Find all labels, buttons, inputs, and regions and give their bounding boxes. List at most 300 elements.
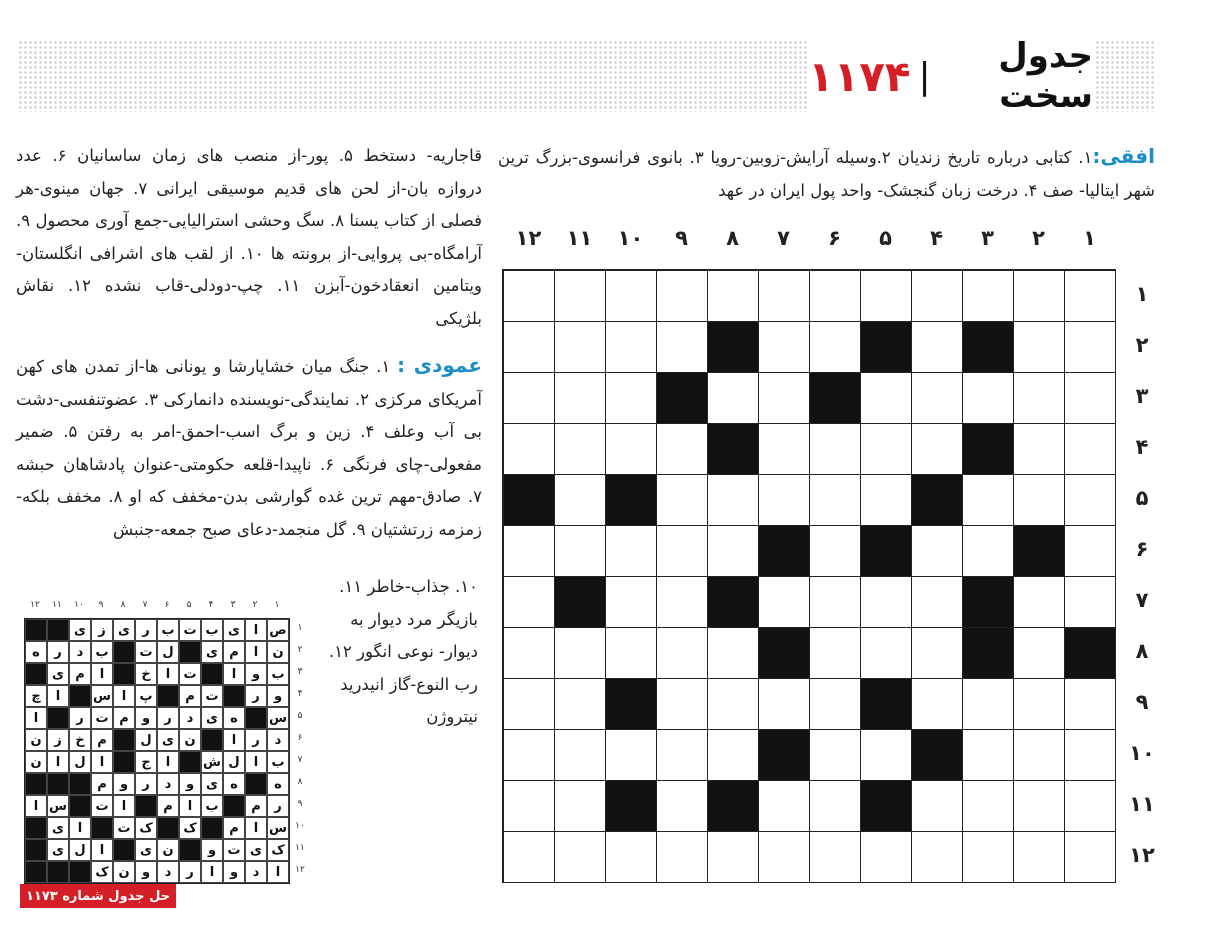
grid-cell[interactable] xyxy=(554,474,606,526)
grid-cell[interactable] xyxy=(860,576,912,628)
across-clues-text: ۱. کتابی درباره تاریخ زندیان ۲.وسیله آرایش-زوبین-رویا ۳. بانوی فرانسوی-بزرگ ترین شهر ایتالیا- صف ۴. درخت زبان گنجشک- واحد پول ایران در عهد xyxy=(498,148,1155,200)
row-number: ۱۰ xyxy=(1129,741,1155,765)
black-cell xyxy=(962,576,1014,628)
solution-cell: ه xyxy=(223,707,245,729)
solution-cell: ل xyxy=(157,641,179,663)
solution-cell: ا xyxy=(179,795,201,817)
header-dot-pattern-right xyxy=(1095,40,1155,112)
grid-cell[interactable] xyxy=(503,576,555,628)
grid-cell[interactable] xyxy=(860,627,912,679)
grid-cell[interactable] xyxy=(1064,678,1116,730)
grid-cell[interactable] xyxy=(656,678,708,730)
down-heading: عمودی : xyxy=(397,353,482,377)
solution-cell: س xyxy=(267,707,289,729)
solution-cell: م xyxy=(245,795,267,817)
black-cell xyxy=(962,321,1014,373)
grid-cell[interactable] xyxy=(809,780,861,832)
grid-cell[interactable] xyxy=(503,423,555,475)
grid-cell[interactable] xyxy=(962,270,1014,322)
solution-column-numbers xyxy=(24,600,288,614)
grid-cell[interactable] xyxy=(911,423,963,475)
grid-cell[interactable] xyxy=(809,831,861,883)
solution-row-number: ۹ xyxy=(297,799,303,809)
grid-cell[interactable] xyxy=(911,525,963,577)
solution-cell: ک xyxy=(179,817,201,839)
crossword-grid xyxy=(502,269,1116,883)
header-dot-pattern xyxy=(18,40,808,112)
black-cell xyxy=(605,474,657,526)
solution-cell: ا xyxy=(245,751,267,773)
grid-cell[interactable] xyxy=(809,270,861,322)
grid-cell[interactable] xyxy=(758,270,810,322)
solution-black-cell xyxy=(113,729,135,751)
solution-cell: ا xyxy=(245,641,267,663)
solution-cell: ب xyxy=(267,663,289,685)
solution-cell: ل xyxy=(69,751,91,773)
grid-cell[interactable] xyxy=(656,729,708,781)
black-cell xyxy=(860,780,912,832)
grid-cell[interactable] xyxy=(707,525,759,577)
grid-cell[interactable] xyxy=(809,627,861,679)
black-cell xyxy=(605,678,657,730)
grid-cell[interactable] xyxy=(554,729,606,781)
across-clues-continued: قاجاریه- دستخط ۵. پور-از منصب های زمان ساسانیان ۶. عدد دروازه بان-از لحن های قدیم موسیقی ایرانی ۷. جهان مینوی-هر فصلی از کتاب یسنا ۸. سگ وحشی استرالیایی-جمع آوری محصول ۹. آرامگاه-بی پروایی-از برونته ها ۱۰. از لقب های اشرافی انگلستان-ویتامین انعقادخون-آبزن ۱۱. چپ-دودلی-قاب نشده ۱۲. نقاش بلژیکی xyxy=(16,146,483,328)
solution-cell: خ xyxy=(69,729,91,751)
grid-cell[interactable] xyxy=(962,525,1014,577)
grid-cell[interactable] xyxy=(758,474,810,526)
solution-cell: ی xyxy=(201,641,223,663)
grid-cell[interactable] xyxy=(707,372,759,424)
grid-cell[interactable] xyxy=(1064,321,1116,373)
solution-row-number: ۱۰ xyxy=(295,821,305,831)
solution-cell: ا xyxy=(25,795,47,817)
solution-black-cell xyxy=(157,817,179,839)
solution-black-cell xyxy=(25,839,47,861)
solution-cell: و xyxy=(113,773,135,795)
solution-cell: ا xyxy=(47,751,69,773)
grid-cell[interactable] xyxy=(503,627,555,679)
solution-black-cell xyxy=(135,795,157,817)
grid-cell[interactable] xyxy=(605,270,657,322)
solution-row-number: ۱۱ xyxy=(295,843,305,853)
down-clues-text: ۱. جنگ میان خشایارشا و یونانی ها-از تمدن های کهن آمریکای مرکزی ۲. نمایندگی-نویسنده دانمارکی ۳. عضوتنفسی-دشت بی آب وعلف ۴. زین و برگ اسب-احمق-امر به رفتن ۵. ضمیر مفعولی-چای فرنگی ۶. ناپیدا-قلعه حکومتی-عنوان پادشاهان حبشه ۷. صادق-مهم ترین غده گوارشی بدن-مخفف که او ۸. مخفف بلکه-زمزمه زرتشتیان ۹. گل منجمد-دعای صبح جمعه-جنبش xyxy=(16,357,483,539)
grid-cell[interactable] xyxy=(911,831,963,883)
solution-column-number: ۱۱ xyxy=(52,600,62,610)
solution-black-cell xyxy=(113,663,135,685)
grid-cell[interactable] xyxy=(809,576,861,628)
black-cell xyxy=(911,729,963,781)
grid-cell[interactable] xyxy=(554,270,606,322)
solution-black-cell xyxy=(157,685,179,707)
down-clues-continued: ۱۰. جذاب-خاطر ۱۱. بازیگر مرد دیوار به دیوار- نوعی انگور ۱۲. رب النوع-گاز انیدرید نیتروژن xyxy=(328,577,478,726)
black-cell xyxy=(656,372,708,424)
grid-cell[interactable] xyxy=(656,474,708,526)
solution-column-number: ۷ xyxy=(142,600,148,610)
black-cell xyxy=(707,576,759,628)
solution-cell: ت xyxy=(113,817,135,839)
grid-cell[interactable] xyxy=(860,729,912,781)
previous-solution xyxy=(20,600,310,890)
grid-cell[interactable] xyxy=(1064,372,1116,424)
puzzle-number: ۱۱۷۴ xyxy=(808,51,911,101)
solution-cell: د xyxy=(245,861,267,883)
solution-cell: ی xyxy=(47,839,69,861)
grid-cell[interactable] xyxy=(860,423,912,475)
grid-cell[interactable] xyxy=(656,780,708,832)
grid-cell[interactable] xyxy=(707,729,759,781)
solution-black-cell xyxy=(69,861,91,883)
grid-cell[interactable] xyxy=(911,678,963,730)
solution-cell: ا xyxy=(201,861,223,883)
solution-black-cell xyxy=(25,663,47,685)
solution-black-cell xyxy=(25,773,47,795)
solution-cell: د xyxy=(69,641,91,663)
solution-cell: ل xyxy=(135,729,157,751)
solution-cell: و xyxy=(135,861,157,883)
grid-cell[interactable] xyxy=(1064,780,1116,832)
solution-black-cell xyxy=(47,619,69,641)
black-cell xyxy=(758,525,810,577)
grid-cell[interactable] xyxy=(1013,780,1065,832)
grid-cell[interactable] xyxy=(911,627,963,679)
grid-cell[interactable] xyxy=(503,270,555,322)
grid-cell[interactable] xyxy=(1013,372,1065,424)
solution-black-cell xyxy=(25,861,47,883)
solution-cell: ت xyxy=(179,619,201,641)
solution-column-number: ۱۲ xyxy=(30,600,40,610)
grid-cell[interactable] xyxy=(554,780,606,832)
solution-row-number: ۷ xyxy=(297,755,303,765)
grid-cell[interactable] xyxy=(605,525,657,577)
grid-cell[interactable] xyxy=(809,729,861,781)
solution-row-number: ۵ xyxy=(297,711,303,721)
solution-row-number: ۴ xyxy=(297,689,303,699)
across-clues xyxy=(498,140,1155,207)
solution-black-cell xyxy=(47,861,69,883)
solution-cell: ا xyxy=(157,663,179,685)
grid-cell[interactable] xyxy=(1013,678,1065,730)
solution-column-number: ۶ xyxy=(164,600,170,610)
grid-cell[interactable] xyxy=(911,576,963,628)
solution-black-cell xyxy=(25,619,47,641)
grid-cell[interactable] xyxy=(605,321,657,373)
grid-cell[interactable] xyxy=(1013,474,1065,526)
column-number: ۴ xyxy=(930,226,943,250)
solution-black-cell xyxy=(179,751,201,773)
grid-cell[interactable] xyxy=(503,831,555,883)
solution-cell: ا xyxy=(245,817,267,839)
solution-black-cell xyxy=(69,773,91,795)
solution-cell: ی xyxy=(135,839,157,861)
solution-cell: ت xyxy=(91,795,113,817)
solution-cell: س xyxy=(91,685,113,707)
grid-cell[interactable] xyxy=(911,372,963,424)
black-cell xyxy=(962,423,1014,475)
solution-cell: چ xyxy=(25,685,47,707)
solution-cell: ش xyxy=(201,751,223,773)
grid-cell[interactable] xyxy=(1064,270,1116,322)
grid-cell[interactable] xyxy=(605,729,657,781)
grid-cell[interactable] xyxy=(656,525,708,577)
grid-cell[interactable] xyxy=(758,576,810,628)
solution-black-cell xyxy=(201,817,223,839)
solution-cell: ر xyxy=(245,729,267,751)
row-number: ۳ xyxy=(1135,384,1149,408)
grid-cell[interactable] xyxy=(962,372,1014,424)
grid-cell[interactable] xyxy=(911,270,963,322)
row-number: ۱۱ xyxy=(1129,792,1155,816)
grid-cell[interactable] xyxy=(656,321,708,373)
grid-cell[interactable] xyxy=(605,576,657,628)
grid-cell[interactable] xyxy=(503,678,555,730)
row-number: ۵ xyxy=(1135,486,1149,510)
column-number: ۵ xyxy=(879,226,892,250)
grid-cell[interactable] xyxy=(554,627,606,679)
grid-cell[interactable] xyxy=(809,525,861,577)
solution-cell: م xyxy=(91,773,113,795)
column-number: ۱۲ xyxy=(515,226,542,250)
grid-cell[interactable] xyxy=(758,423,810,475)
solution-cell: ل xyxy=(223,751,245,773)
grid-cell[interactable] xyxy=(809,423,861,475)
solution-black-cell xyxy=(113,839,135,861)
grid-cell[interactable] xyxy=(1013,729,1065,781)
solution-cell: س xyxy=(47,795,69,817)
row-numbers xyxy=(1122,270,1162,882)
grid-cell[interactable] xyxy=(503,372,555,424)
black-cell xyxy=(809,372,861,424)
grid-cell[interactable] xyxy=(656,627,708,679)
grid-cell[interactable] xyxy=(554,678,606,730)
solution-row-number: ۶ xyxy=(297,733,303,743)
grid-cell[interactable] xyxy=(707,831,759,883)
grid-cell[interactable] xyxy=(1013,831,1065,883)
solution-grid xyxy=(24,618,290,884)
black-cell xyxy=(758,627,810,679)
grid-cell[interactable] xyxy=(707,270,759,322)
solution-column-number: ۸ xyxy=(120,600,126,610)
solution-cell: ر xyxy=(135,619,157,641)
grid-cell[interactable] xyxy=(1013,423,1065,475)
grid-cell[interactable] xyxy=(554,525,606,577)
solution-cell: و xyxy=(267,685,289,707)
solution-cell: ی xyxy=(223,619,245,641)
solution-black-cell xyxy=(47,707,69,729)
grid-cell[interactable] xyxy=(1064,474,1116,526)
black-cell xyxy=(605,780,657,832)
grid-cell[interactable] xyxy=(605,423,657,475)
black-cell xyxy=(860,321,912,373)
grid-cell[interactable] xyxy=(554,372,606,424)
grid-cell[interactable] xyxy=(554,423,606,475)
solution-column-number: ۵ xyxy=(186,600,192,610)
black-cell xyxy=(554,576,606,628)
grid-cell[interactable] xyxy=(962,780,1014,832)
grid-cell[interactable] xyxy=(860,831,912,883)
grid-cell[interactable] xyxy=(758,321,810,373)
solution-cell: ر xyxy=(245,685,267,707)
grid-cell[interactable] xyxy=(1013,321,1065,373)
solution-cell: ا xyxy=(91,839,113,861)
solution-cell: ن xyxy=(157,839,179,861)
grid-cell[interactable] xyxy=(962,729,1014,781)
solution-cell: د xyxy=(267,729,289,751)
grid-cell[interactable] xyxy=(656,831,708,883)
solution-cell: ی xyxy=(47,817,69,839)
solution-cell: م xyxy=(223,817,245,839)
grid-cell[interactable] xyxy=(860,474,912,526)
solution-label: حل جدول شماره ۱۱۷۳ xyxy=(20,884,176,908)
grid-cell[interactable] xyxy=(1064,525,1116,577)
solution-cell: ی xyxy=(201,707,223,729)
row-number: ۴ xyxy=(1135,435,1149,459)
grid-cell[interactable] xyxy=(554,831,606,883)
solution-cell: ه xyxy=(25,641,47,663)
grid-cell[interactable] xyxy=(809,678,861,730)
solution-cell: ا xyxy=(91,751,113,773)
grid-cell[interactable] xyxy=(656,576,708,628)
solution-black-cell xyxy=(113,641,135,663)
solution-row-number: ۳ xyxy=(297,667,303,677)
grid-cell[interactable] xyxy=(911,780,963,832)
grid-cell[interactable] xyxy=(1064,729,1116,781)
grid-cell[interactable] xyxy=(911,321,963,373)
black-cell xyxy=(707,780,759,832)
grid-cell[interactable] xyxy=(503,321,555,373)
grid-cell[interactable] xyxy=(962,678,1014,730)
solution-cell: و xyxy=(179,773,201,795)
column-number: ۸ xyxy=(726,226,739,250)
solution-cell: م xyxy=(113,707,135,729)
grid-cell[interactable] xyxy=(758,678,810,730)
grid-cell[interactable] xyxy=(860,270,912,322)
page-header xyxy=(808,38,1093,114)
grid-cell[interactable] xyxy=(860,372,912,424)
solution-cell: ب xyxy=(91,641,113,663)
solution-cell: ز xyxy=(91,619,113,641)
solution-column-number: ۱ xyxy=(274,600,280,610)
solution-cell: ب xyxy=(157,619,179,641)
page-title: جدول سخت xyxy=(998,36,1093,116)
grid-cell[interactable] xyxy=(656,423,708,475)
solution-cell: ا xyxy=(157,751,179,773)
grid-cell[interactable] xyxy=(1064,831,1116,883)
solution-cell: و xyxy=(201,839,223,861)
solution-cell: ک xyxy=(91,861,113,883)
solution-cell: د xyxy=(157,861,179,883)
row-number: ۷ xyxy=(1135,588,1149,612)
grid-cell[interactable] xyxy=(1013,576,1065,628)
solution-row-number: ۲ xyxy=(297,645,303,655)
grid-cell[interactable] xyxy=(554,321,606,373)
solution-cell: ی xyxy=(69,619,91,641)
solution-column-number: ۳ xyxy=(230,600,236,610)
solution-column-number: ۲ xyxy=(252,600,258,610)
solution-black-cell xyxy=(179,641,201,663)
solution-cell: ت xyxy=(201,685,223,707)
solution-black-cell xyxy=(179,839,201,861)
solution-black-cell xyxy=(25,817,47,839)
grid-cell[interactable] xyxy=(605,372,657,424)
solution-black-cell xyxy=(113,751,135,773)
solution-cell: ر xyxy=(47,641,69,663)
solution-cell: ی xyxy=(157,729,179,751)
grid-cell[interactable] xyxy=(605,627,657,679)
solution-row-number: ۱۲ xyxy=(295,865,305,875)
solution-cell: ب xyxy=(201,619,223,641)
solution-cell: ب xyxy=(201,795,223,817)
solution-cell: ی xyxy=(113,619,135,641)
solution-cell: ا xyxy=(267,861,289,883)
solution-black-cell xyxy=(223,795,245,817)
column-number: ۱۰ xyxy=(617,226,644,250)
grid-cell[interactable] xyxy=(758,780,810,832)
black-cell xyxy=(707,321,759,373)
grid-cell[interactable] xyxy=(605,831,657,883)
solution-cell: م xyxy=(179,685,201,707)
title-separator: | xyxy=(918,55,931,97)
solution-cell: ی xyxy=(245,839,267,861)
solution-cell: ی xyxy=(47,663,69,685)
solution-cell: ن xyxy=(179,729,201,751)
solution-cell: م xyxy=(91,729,113,751)
grid-cell[interactable] xyxy=(707,678,759,730)
solution-cell: م xyxy=(69,663,91,685)
grid-cell[interactable] xyxy=(707,474,759,526)
grid-cell[interactable] xyxy=(758,372,810,424)
solution-cell: ر xyxy=(267,795,289,817)
solution-cell: ت xyxy=(223,839,245,861)
grid-cell[interactable] xyxy=(1013,270,1065,322)
solution-column-number: ۴ xyxy=(208,600,214,610)
grid-cell[interactable] xyxy=(503,525,555,577)
black-cell xyxy=(911,474,963,526)
solution-cell: ا xyxy=(113,795,135,817)
grid-cell[interactable] xyxy=(503,729,555,781)
solution-cell: و xyxy=(245,663,267,685)
grid-cell[interactable] xyxy=(962,474,1014,526)
grid-cell[interactable] xyxy=(962,831,1014,883)
grid-cell[interactable] xyxy=(707,627,759,679)
grid-cell[interactable] xyxy=(1064,576,1116,628)
grid-cell[interactable] xyxy=(1013,627,1065,679)
row-number: ۸ xyxy=(1135,639,1149,663)
black-cell xyxy=(707,423,759,475)
solution-cell: ا xyxy=(223,729,245,751)
solution-cell: ا xyxy=(91,663,113,685)
solution-cell: م xyxy=(157,795,179,817)
black-cell xyxy=(962,627,1014,679)
solution-black-cell xyxy=(245,707,267,729)
solution-cell: ک xyxy=(267,839,289,861)
column-number: ۱۱ xyxy=(566,226,593,250)
grid-cell[interactable] xyxy=(809,321,861,373)
solution-cell: ه xyxy=(267,773,289,795)
grid-cell[interactable] xyxy=(758,831,810,883)
solution-cell: ا xyxy=(113,685,135,707)
solution-cell: م xyxy=(223,641,245,663)
solution-cell: ت xyxy=(91,707,113,729)
solution-cell: د xyxy=(179,707,201,729)
black-cell xyxy=(503,474,555,526)
grid-cell[interactable] xyxy=(809,474,861,526)
solution-black-cell xyxy=(223,685,245,707)
solution-cell: ب xyxy=(267,751,289,773)
grid-cell[interactable] xyxy=(503,780,555,832)
grid-cell[interactable] xyxy=(1064,423,1116,475)
grid-cell[interactable] xyxy=(656,270,708,322)
solution-cell: ن xyxy=(25,751,47,773)
